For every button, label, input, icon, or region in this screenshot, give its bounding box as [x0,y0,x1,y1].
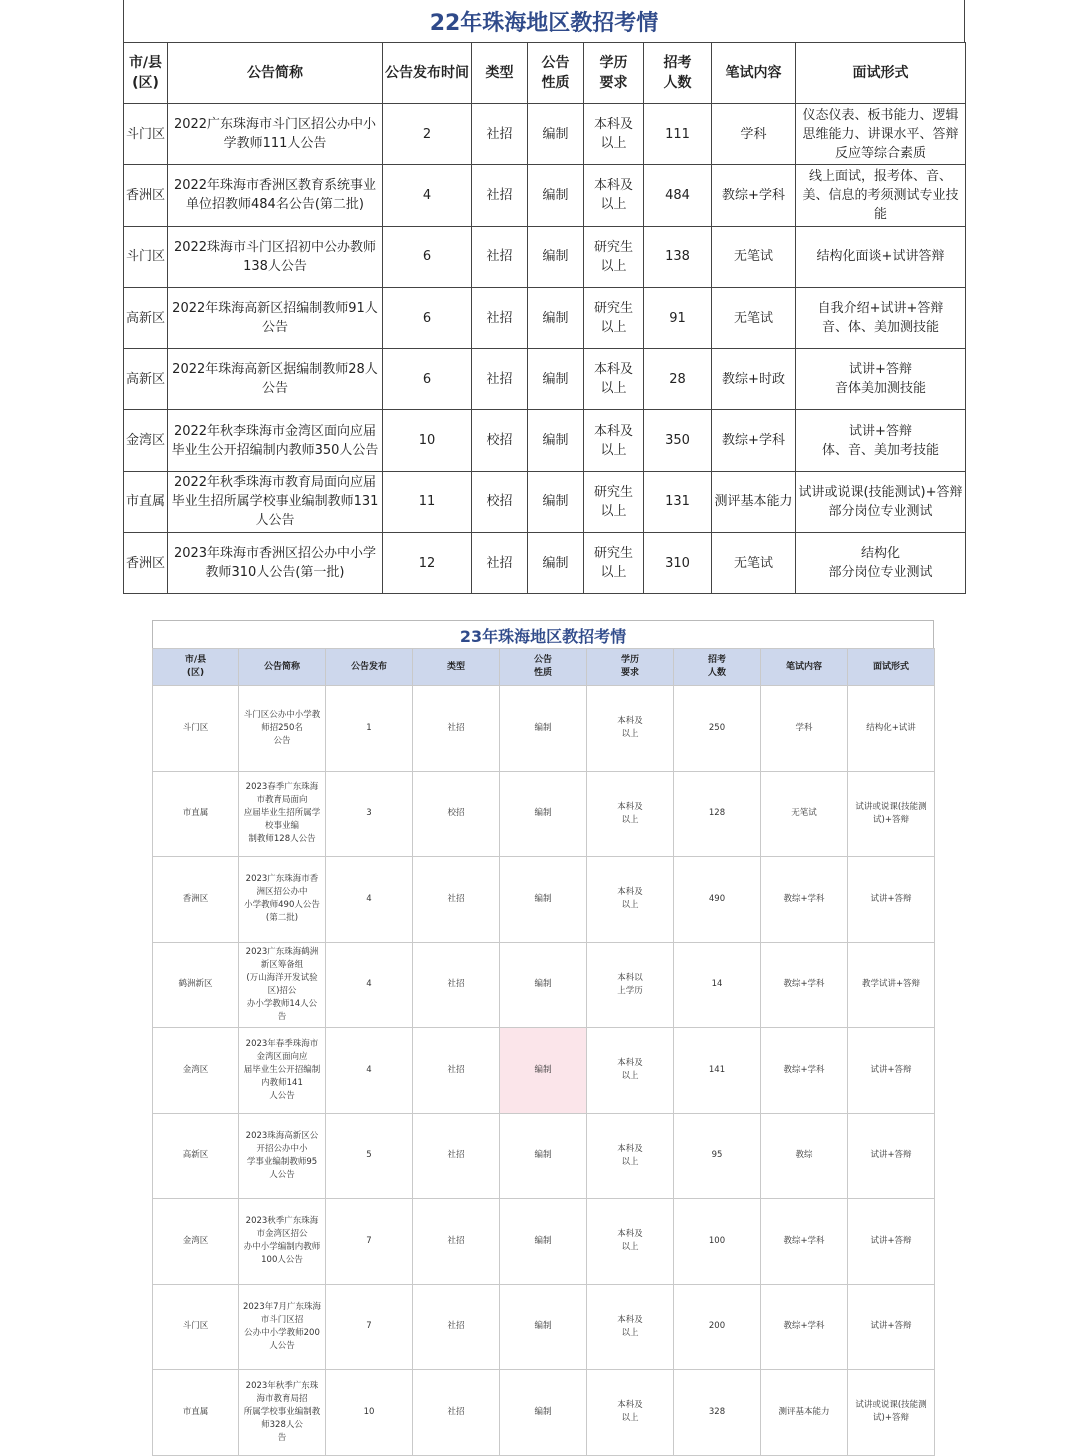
table-2023-cell-publish-month: 7 [326,1284,413,1370]
table-2023-row [153,686,935,772]
table-2023-cell-education: 本科及 以上 [587,686,674,772]
table-2023-cell-publish-month: 4 [326,1028,413,1114]
table-2023-cell-interview-form: 试讲或说课(技能测 试)+答辩 [848,1370,935,1456]
table-2023-row [153,1370,935,1456]
table-2023 [152,620,934,1456]
table-2023-cell-publish-month: 3 [326,771,413,857]
table-2022-title: 22年珠海地区教招考情 [123,0,965,42]
table-2022-cell-type: 社招 [472,104,528,165]
table-2023-cell-headcount: 250 [674,686,761,772]
table-2023-header-publish-month: 公告发布 [326,649,413,686]
table-2023-row [153,1199,935,1285]
table-2023-cell-notice-title: 2023秋季广东珠海 市金湾区招公 办中小学编制内教师 100人公告 [239,1199,326,1285]
table-2023-cell-written-test: 学科 [761,686,848,772]
table-2022-header-row [124,43,966,104]
table-2023-cell-publish-month: 7 [326,1199,413,1285]
table-2023-cell-nature: 编制 [500,1113,587,1199]
table-2023-cell-written-test: 教综+学科 [761,1284,848,1370]
table-2023-cell-interview-form: 试讲+答辩 [848,1199,935,1285]
table-2022-cell-written-test: 学科 [712,104,796,165]
table-2022-row [124,349,966,410]
table-2023-header-row [153,649,935,686]
table-2023-row [153,771,935,857]
table-2022-row [124,226,966,287]
table-2022-cell-interview-form: 结构化 部分岗位专业测试 [796,533,966,594]
table-2022-cell-type: 校招 [472,471,528,532]
table-2023-cell-type: 社招 [413,1370,500,1456]
table-2022-cell-publish-month: 6 [383,226,472,287]
table-2023-cell-headcount: 490 [674,857,761,943]
table-2022-row [124,533,966,594]
table-2023-cell-type: 社招 [413,1199,500,1285]
table-2023-cell-interview-form: 试讲+答辩 [848,1028,935,1114]
table-2022-cell-type: 社招 [472,349,528,410]
table-2023-cell-education: 本科及 以上 [587,1199,674,1285]
table-2022-cell-education: 研究生 以上 [584,471,644,532]
table-2023-cell-district: 高新区 [153,1113,239,1199]
table-2022-cell-district: 高新区 [124,349,168,410]
table-2022-cell-notice-title: 2022广东珠海市斗门区招公办中小学教师111人公告 [168,104,383,165]
table-2023-cell-publish-month: 10 [326,1370,413,1456]
table-2022-cell-headcount: 350 [644,410,712,471]
table-2023-cell-publish-month: 1 [326,686,413,772]
table-2022-header-written-test: 笔试内容 [712,43,796,104]
table-2022-row [124,471,966,532]
table-2022-cell-education: 本科及 以上 [584,104,644,165]
table-2023-cell-nature: 编制 [500,1199,587,1285]
table-2022-cell-interview-form: 试讲+答辩 音体美加测技能 [796,349,966,410]
table-2023-cell-publish-month: 5 [326,1113,413,1199]
table-2022-cell-interview-form: 结构化面谈+试讲答辩 [796,226,966,287]
table-2022-header-education: 学历 要求 [584,43,644,104]
table-2023-cell-written-test: 教综+学科 [761,942,848,1028]
table-2023-cell-headcount: 128 [674,771,761,857]
table-2022-cell-district: 香洲区 [124,165,168,226]
table-2022-cell-publish-month: 10 [383,410,472,471]
table-2022-cell-nature: 编制 [528,104,584,165]
table-2023-row [153,1113,935,1199]
table-2022-cell-district: 高新区 [124,287,168,348]
table-2023-cell-education: 本科及 以上 [587,771,674,857]
table-2022-cell-written-test: 教综+学科 [712,165,796,226]
table-2022-cell-interview-form: 试讲+答辩 体、音、美加考技能 [796,410,966,471]
table-2023-header-interview-form: 面试形式 [848,649,935,686]
table-2022-cell-district: 市直属 [124,471,168,532]
table-2022-cell-notice-title: 2022年珠海高新区据编制教师28人公告 [168,349,383,410]
table-2022-cell-headcount: 28 [644,349,712,410]
table-2023-grid [152,648,935,1456]
table-2023-cell-nature: 编制 [500,1370,587,1456]
table-2023-cell-publish-month: 4 [326,942,413,1028]
table-2023-cell-notice-title: 2023珠海高新区公 开招公办中小 学事业编制教师95 人公告 [239,1113,326,1199]
table-2023-cell-nature: 编制 [500,1284,587,1370]
table-2022-cell-headcount: 91 [644,287,712,348]
table-2022-cell-nature: 编制 [528,410,584,471]
table-2023-cell-written-test: 无笔试 [761,771,848,857]
table-2022-cell-nature: 编制 [528,349,584,410]
table-2023-cell-type: 社招 [413,942,500,1028]
table-2022-row [124,165,966,226]
table-2023-cell-interview-form: 试讲+答辩 [848,1284,935,1370]
table-2022-cell-nature: 编制 [528,471,584,532]
table-2022-cell-written-test: 教综+时政 [712,349,796,410]
table-2022-header-notice-title: 公告简称 [168,43,383,104]
table-2022-cell-headcount: 138 [644,226,712,287]
table-2022-cell-education: 研究生 以上 [584,226,644,287]
table-2023-cell-headcount: 95 [674,1113,761,1199]
table-2022-cell-interview-form: 自我介绍+试讲+答辩 音、体、美加测技能 [796,287,966,348]
table-2023-cell-type: 社招 [413,686,500,772]
table-2023-cell-headcount: 328 [674,1370,761,1456]
table-2023-cell-type: 社招 [413,1028,500,1114]
table-2022-cell-interview-form: 线上面试，报考体、音、美、信息的考须测试专业技能 [796,165,966,226]
table-2023-cell-written-test: 教综+学科 [761,1028,848,1114]
table-2022-cell-publish-month: 11 [383,471,472,532]
table-2023-header-notice-title: 公告简称 [239,649,326,686]
table-2023-cell-headcount: 200 [674,1284,761,1370]
table-2023-cell-education: 本科及 以上 [587,1028,674,1114]
table-2023-cell-written-test: 测评基本能力 [761,1370,848,1456]
table-2023-cell-type: 校招 [413,771,500,857]
table-2022-cell-district: 斗门区 [124,104,168,165]
table-2022-cell-notice-title: 2022年秋李珠海市金湾区面向应届毕业生公开招编制内教师350人公告 [168,410,383,471]
table-2023-cell-written-test: 教综+学科 [761,1199,848,1285]
table-2022-header-publish-month: 公告发布时间 [383,43,472,104]
table-2022-cell-notice-title: 2022年珠海市香洲区教育系统事业单位招教师484名公告(第二批) [168,165,383,226]
table-2022-grid [123,42,966,594]
table-2022-cell-education: 本科及 以上 [584,349,644,410]
table-2022-cell-publish-month: 6 [383,349,472,410]
table-2023-cell-notice-title: 斗门区公办中小学教 师招250名 公告 [239,686,326,772]
table-2022-cell-nature: 编制 [528,165,584,226]
table-2023-cell-notice-title: 2023春季广东珠海 市教育局面向 应届毕业生招所属学 校事业编 制教师128人公告 [239,771,326,857]
table-2022-header-headcount: 招考 人数 [644,43,712,104]
table-2023-cell-notice-title: 2023年春季珠海市 金湾区面向应 届毕业生公开招编制 内教师141 人公告 [239,1028,326,1114]
table-2023-cell-written-test: 教综+学科 [761,857,848,943]
table-2022-cell-publish-month: 4 [383,165,472,226]
table-2023-cell-education: 本科及 以上 [587,1284,674,1370]
table-2023-row [153,857,935,943]
table-2022-cell-education: 本科及 以上 [584,410,644,471]
table-2023-cell-interview-form: 结构化+试讲 [848,686,935,772]
table-2022-cell-notice-title: 2023年珠海市香洲区招公办中小学教师310人公告(第一批) [168,533,383,594]
table-2023-cell-education: 本科及 以上 [587,1113,674,1199]
table-2022-cell-publish-month: 2 [383,104,472,165]
table-2022-cell-nature: 编制 [528,533,584,594]
table-2022-cell-publish-month: 12 [383,533,472,594]
table-2023-row [153,942,935,1028]
table-2022-cell-district: 斗门区 [124,226,168,287]
table-2022-row [124,410,966,471]
table-2023-cell-district: 斗门区 [153,1284,239,1370]
table-2023-cell-nature: 编制 [500,771,587,857]
table-2022-cell-type: 社招 [472,533,528,594]
table-2022-cell-written-test: 无笔试 [712,533,796,594]
table-2022-header-district: 市/县 (区) [124,43,168,104]
table-2023-cell-type: 社招 [413,1113,500,1199]
table-2023-cell-notice-title: 2023广东珠海市香 洲区招公办中 小学教师490人公告 (第二批) [239,857,326,943]
table-2023-header-education: 学历 要求 [587,649,674,686]
table-2022-cell-type: 社招 [472,226,528,287]
table-2023-cell-education: 本科及 以上 [587,1370,674,1456]
table-2023-cell-education: 本科以 上学历 [587,942,674,1028]
table-2022-cell-interview-form: 仪态仪表、板书能力、逻辑思维能力、讲课水平、答辩反应等综合素质 [796,104,966,165]
table-2022-cell-education: 本科及 以上 [584,165,644,226]
table-2022-cell-district: 香洲区 [124,533,168,594]
table-2023-cell-notice-title: 2023年7月广东珠海 市斗门区招 公办中小学教师200 人公告 [239,1284,326,1370]
table-2023-cell-district: 鹤洲新区 [153,942,239,1028]
table-2022-cell-headcount: 111 [644,104,712,165]
table-2022-cell-type: 社招 [472,165,528,226]
table-2022-cell-written-test: 测评基本能力 [712,471,796,532]
table-2023-title: 23年珠海地区教招考情 [152,620,934,648]
table-2023-cell-type: 社招 [413,857,500,943]
table-2023-header-written-test: 笔试内容 [761,649,848,686]
table-2022-cell-notice-title: 2022珠海市斗门区招初中公办教师138人公告 [168,226,383,287]
table-2023-cell-headcount: 141 [674,1028,761,1114]
table-2022-cell-interview-form: 试讲或说课(技能测试)+答辩 部分岗位专业测试 [796,471,966,532]
table-2022-cell-type: 社招 [472,287,528,348]
table-2023-cell-interview-form: 教学试讲+答辩 [848,942,935,1028]
table-2023-cell-interview-form: 试讲或说课(技能测 试)+答辩 [848,771,935,857]
table-2023-header-type: 类型 [413,649,500,686]
table-2023-cell-district: 金湾区 [153,1028,239,1114]
table-2023-cell-type: 社招 [413,1284,500,1370]
table-2023-cell-notice-title: 2023年秋季广东珠 海市教育局招 所属学校事业编制教 师328人公 告 [239,1370,326,1456]
table-2022-cell-written-test: 无笔试 [712,287,796,348]
table-2023-cell-district: 香洲区 [153,857,239,943]
table-2023-cell-headcount: 100 [674,1199,761,1285]
table-2022-cell-publish-month: 6 [383,287,472,348]
table-2022-cell-district: 金湾区 [124,410,168,471]
table-2023-cell-nature: 编制 [500,1028,587,1114]
table-2023-header-nature: 公告 性质 [500,649,587,686]
table-2022-cell-notice-title: 2022年珠海高新区招编制教师91人公告 [168,287,383,348]
table-2023-row [153,1284,935,1370]
table-2023-cell-district: 市直属 [153,771,239,857]
table-2022-cell-notice-title: 2022年秋季珠海市教育局面向应届毕业生招所属学校事业编制教师131人公告 [168,471,383,532]
table-2023-cell-publish-month: 4 [326,857,413,943]
table-2023-cell-nature: 编制 [500,942,587,1028]
table-2023-row [153,1028,935,1114]
table-2022-header-interview-form: 面试形式 [796,43,966,104]
table-2022-row [124,287,966,348]
table-2022-cell-type: 校招 [472,410,528,471]
table-2022-cell-nature: 编制 [528,287,584,348]
table-2022-cell-headcount: 131 [644,471,712,532]
table-2023-cell-education: 本科及 以上 [587,857,674,943]
table-2022-cell-headcount: 484 [644,165,712,226]
table-2023-cell-notice-title: 2023广东珠海鹤洲 新区筹备组 (万山海洋开发试验 区)招公 办小学教师14人公 告 [239,942,326,1028]
table-2022-header-type: 类型 [472,43,528,104]
table-2023-cell-headcount: 14 [674,942,761,1028]
table-2022-row [124,104,966,165]
table-2023-cell-district: 斗门区 [153,686,239,772]
table-2023-cell-interview-form: 试讲+答辩 [848,857,935,943]
table-2023-cell-written-test: 教综 [761,1113,848,1199]
table-2022-cell-education: 研究生 以上 [584,287,644,348]
table-2022-cell-education: 研究生 以上 [584,533,644,594]
table-2023-cell-nature: 编制 [500,686,587,772]
table-2023-cell-nature: 编制 [500,857,587,943]
table-2022-cell-written-test: 无笔试 [712,226,796,287]
table-2023-cell-district: 市直属 [153,1370,239,1456]
table-2022-cell-nature: 编制 [528,226,584,287]
table-2023-cell-interview-form: 试讲+答辩 [848,1113,935,1199]
table-2022 [123,0,965,594]
table-2022-cell-headcount: 310 [644,533,712,594]
table-2022-cell-written-test: 教综+学科 [712,410,796,471]
table-2023-header-district: 市/县 (区) [153,649,239,686]
table-2023-header-headcount: 招考 人数 [674,649,761,686]
table-2023-cell-district: 金湾区 [153,1199,239,1285]
table-2022-header-nature: 公告 性质 [528,43,584,104]
